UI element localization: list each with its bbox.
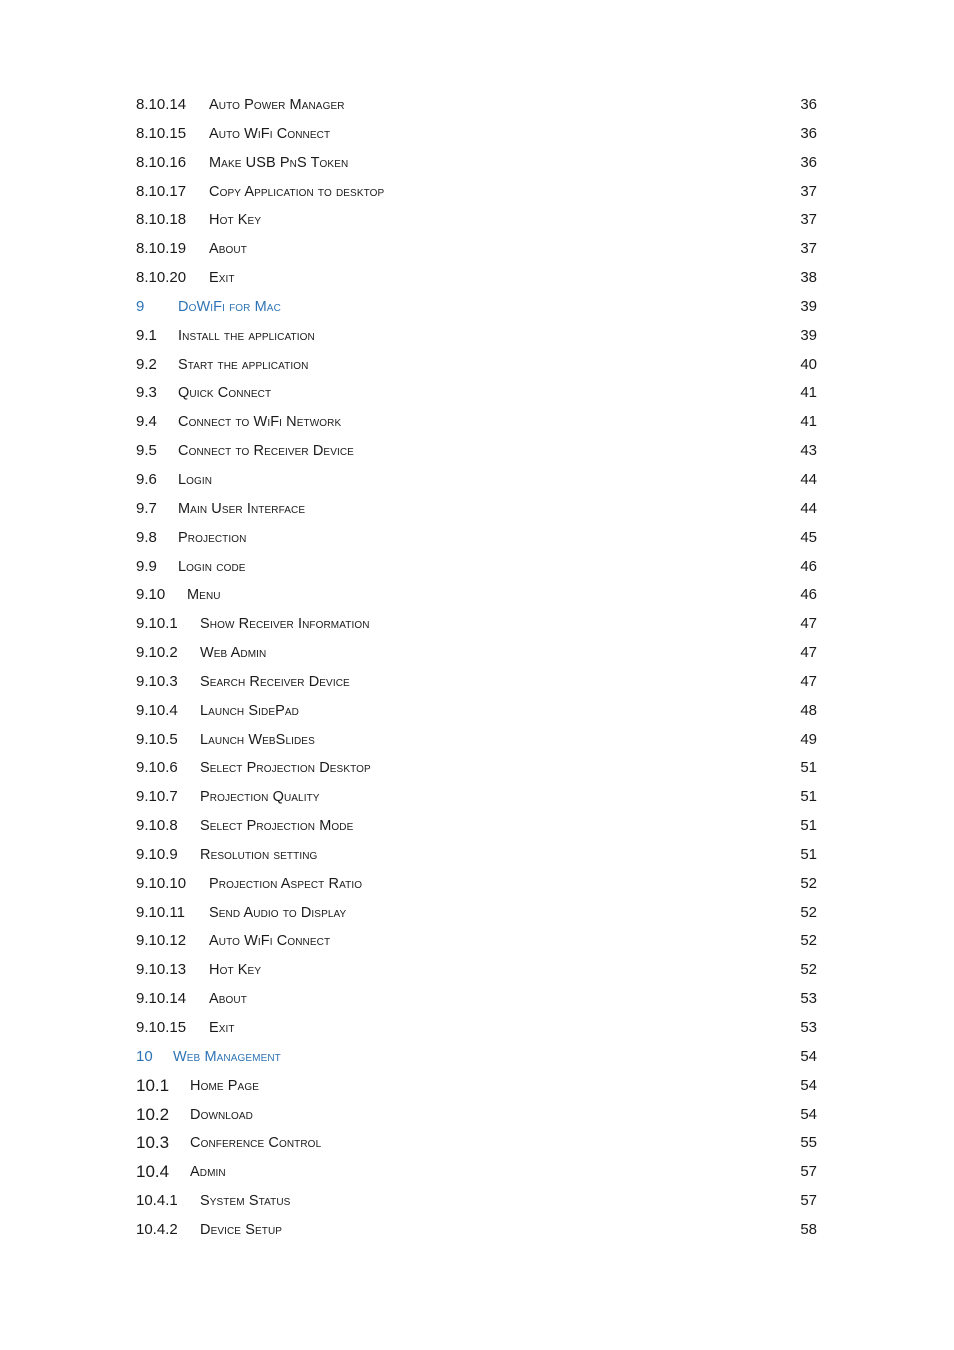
toc-entry-title[interactable]: Search Receiver Device (200, 673, 350, 690)
toc-entry-number: 10.2 (136, 1104, 170, 1124)
toc-entry-title[interactable]: Menu (187, 587, 221, 604)
toc-entry-title[interactable]: Connect to Receiver Device (178, 443, 354, 460)
toc-entry-number: 10.4.1 (136, 1192, 178, 1210)
toc-entry-number: 9.4 (136, 413, 157, 431)
toc-entry-number: 9.10.5 (136, 730, 178, 748)
toc-entry-title[interactable]: Main User Interface (178, 500, 306, 517)
toc-entry[interactable] (136, 149, 817, 178)
toc-entry-number: 9.10.3 (136, 672, 178, 690)
toc-entry[interactable] (136, 466, 817, 495)
toc-entry[interactable] (136, 1158, 817, 1187)
toc-entry-title[interactable]: Auto Power Manager (209, 97, 345, 113)
toc-entry-page: 37 (800, 182, 817, 200)
toc-entry[interactable] (136, 812, 817, 841)
toc-entry-page: 44 (800, 470, 817, 488)
toc-entry[interactable] (136, 120, 817, 149)
toc-entry-title[interactable]: Conference Control (190, 1135, 322, 1152)
toc-entry-title[interactable]: Download (190, 1106, 253, 1123)
toc-entry[interactable] (136, 235, 817, 264)
toc-entry[interactable] (136, 927, 817, 956)
toc-entry-number: 9.10.15 (136, 1019, 187, 1036)
toc-entry-title[interactable]: Install the application (178, 327, 315, 344)
toc-entry-page: 51 (800, 845, 817, 863)
toc-entry-number: 8.10.14 (136, 96, 187, 113)
toc-entry-number: 9.10.10 (136, 874, 187, 892)
toc-entry-number: 9.1 (136, 326, 157, 344)
toc-entry-page: 53 (800, 990, 817, 1008)
toc-entry-number: 9.3 (136, 384, 157, 402)
toc-entry-number: 9.2 (136, 355, 157, 373)
toc-entry[interactable] (136, 1129, 817, 1158)
toc-entry[interactable] (136, 639, 817, 668)
toc-entry[interactable] (136, 351, 817, 380)
toc-entry-title[interactable]: Start the application (178, 356, 309, 373)
toc-entry-page: 36 (800, 124, 817, 142)
toc-entry-number: 9.10.11 (136, 903, 185, 921)
toc-entry-title[interactable]: Web Management (173, 1048, 281, 1065)
toc-entry-title[interactable]: Hot Key (209, 212, 262, 229)
toc-entry-number: 8.10.15 (136, 124, 187, 142)
toc-entry-page: 52 (800, 932, 817, 950)
toc-entry-number: 9.8 (136, 528, 157, 546)
toc-entry-page: 44 (800, 499, 817, 517)
toc-entry-page: 38 (800, 269, 817, 287)
toc-entry-title[interactable]: Web Admin (200, 645, 267, 662)
toc-entry-title[interactable]: Exit (209, 270, 235, 287)
toc-entry-number: 9.6 (136, 470, 157, 488)
toc-entry-page: 40 (800, 355, 817, 373)
toc-entry-page: 52 (800, 903, 817, 921)
toc-entry-page: 53 (800, 1019, 817, 1036)
toc-entry-number: 9 (136, 297, 145, 315)
toc-entry-number: 10.3 (136, 1133, 170, 1153)
toc-entry-page: 45 (800, 528, 817, 546)
toc-entry-number: 8.10.16 (136, 153, 187, 171)
toc-entry[interactable] (136, 1187, 817, 1216)
toc-entry-page: 52 (800, 961, 817, 979)
toc-entry-number: 9.10.1 (136, 615, 178, 633)
toc-entry-page: 46 (800, 586, 817, 604)
toc-entry-title[interactable]: Resolution setting (200, 846, 318, 863)
toc-entry-page: 47 (800, 672, 817, 690)
toc-entry-page: 47 (800, 644, 817, 662)
toc-entry-number: 10.1 (136, 1075, 170, 1095)
toc-entry-title[interactable]: DoWiFi for Mac (178, 298, 281, 315)
toc-entry-number: 9.10.14 (136, 990, 187, 1008)
toc-entry[interactable] (136, 293, 817, 322)
toc-entry[interactable] (136, 956, 817, 985)
toc-entry-title[interactable]: Connect to WiFi Network (178, 414, 342, 431)
toc-entry-number: 8.10.20 (136, 269, 187, 287)
toc-entry[interactable] (136, 783, 817, 812)
toc-entry-title[interactable]: System Status (200, 1193, 291, 1210)
toc-entry[interactable] (136, 206, 817, 235)
toc-entry[interactable] (136, 408, 817, 437)
toc-entry-page: 55 (800, 1134, 817, 1152)
toc-entry[interactable] (136, 524, 817, 553)
toc-entry[interactable] (136, 581, 817, 610)
toc-entry-title[interactable]: Projection (178, 529, 247, 546)
toc-entry-title[interactable]: Launch WebSlides (200, 731, 315, 748)
toc-entry-page: 36 (800, 153, 817, 171)
toc-entry-title[interactable]: Hot Key (209, 962, 262, 979)
toc-entry-title[interactable]: Home Page (190, 1077, 259, 1094)
toc-entry-page: 54 (800, 1105, 817, 1123)
toc-entry-page: 39 (800, 326, 817, 344)
toc-entry-page: 54 (800, 1047, 817, 1065)
toc-entry[interactable] (136, 870, 817, 899)
toc-entry-page: 37 (800, 211, 817, 229)
toc-entry[interactable] (136, 1072, 817, 1101)
toc-entry-title[interactable]: Auto WiFi Connect (209, 933, 331, 950)
toc-entry-page: 58 (800, 1220, 817, 1238)
toc-entry-page: 52 (800, 874, 817, 892)
toc-entry[interactable] (136, 178, 817, 207)
toc-entry[interactable] (136, 754, 817, 783)
toc-entry-title[interactable]: Make USB PnS Token (209, 154, 349, 171)
toc-entry-page: 47 (800, 615, 817, 633)
table-of-contents (136, 91, 817, 1245)
toc-entry[interactable] (136, 726, 817, 755)
toc-entry-number: 9.10.13 (136, 961, 187, 979)
toc-entry-page: 57 (800, 1192, 817, 1210)
toc-entry-number: 9.10.4 (136, 701, 178, 719)
toc-entry-number: 9.7 (136, 499, 157, 517)
toc-entry-title[interactable]: Select Projection Desktop (200, 760, 371, 777)
toc-entry-number: 8.10.17 (136, 182, 187, 200)
toc-entry-page: 41 (800, 413, 817, 431)
toc-entry[interactable] (136, 322, 817, 351)
toc-entry-title[interactable]: Projection Aspect Ratio (209, 875, 363, 892)
toc-entry-title[interactable]: About (209, 991, 247, 1008)
toc-entry-number: 8.10.19 (136, 240, 187, 258)
toc-entry[interactable] (136, 841, 817, 870)
toc-entry-title[interactable]: Auto WiFi Connect (209, 125, 331, 142)
toc-entry-page: 51 (800, 788, 817, 806)
toc-entry-number: 10.4.2 (136, 1220, 178, 1238)
toc-entry-page: 57 (800, 1163, 817, 1181)
toc-entry[interactable] (136, 1216, 817, 1245)
toc-entry-page: 49 (800, 730, 817, 748)
toc-entry-number: 9.10.7 (136, 788, 178, 806)
toc-entry-number: 9.10.6 (136, 759, 178, 777)
toc-entry[interactable] (136, 985, 817, 1014)
toc-entry-title[interactable]: Login code (178, 558, 246, 575)
toc-entry-title[interactable]: Login (178, 471, 213, 488)
toc-entry-page: 48 (800, 701, 817, 719)
toc-entry[interactable] (136, 610, 817, 639)
toc-entry[interactable] (136, 264, 817, 293)
toc-entry-number: 10.4 (136, 1162, 170, 1182)
toc-entry-page: 41 (800, 384, 817, 402)
toc-entry-page: 43 (800, 442, 817, 460)
toc-entry-title[interactable]: Show Receiver Information (200, 616, 370, 633)
toc-entry[interactable] (136, 437, 817, 466)
toc-entry-title[interactable]: Copy Application to desktop (209, 183, 385, 200)
toc-entry[interactable] (136, 668, 817, 697)
toc-entry-number: 8.10.18 (136, 211, 187, 229)
toc-entry-number: 10 (136, 1047, 153, 1065)
toc-entry-page: 37 (800, 240, 817, 258)
toc-entry[interactable] (136, 899, 817, 928)
toc-entry-title[interactable]: Projection Quality (200, 789, 320, 806)
toc-entry-number: 9.10.12 (136, 932, 187, 950)
toc-entry-title[interactable]: Exit (209, 1020, 235, 1036)
toc-entry[interactable] (136, 91, 817, 120)
toc-entry-page: 36 (800, 96, 817, 113)
toc-entry-title[interactable]: Launch SidePad (200, 702, 299, 719)
toc-entry-title[interactable]: Send Audio to Display (209, 904, 347, 921)
toc-entry-title[interactable]: About (209, 241, 247, 258)
toc-entry[interactable] (136, 553, 817, 582)
toc-entry[interactable] (136, 1014, 817, 1043)
toc-entry-page: 51 (800, 759, 817, 777)
toc-entry[interactable] (136, 495, 817, 524)
toc-entry-number: 9.10 (136, 586, 166, 604)
toc-entry-number: 9.10.8 (136, 817, 178, 835)
toc-entry-page: 39 (800, 297, 817, 315)
toc-entry[interactable] (136, 1043, 817, 1072)
toc-entry-page: 51 (800, 817, 817, 835)
toc-entry[interactable] (136, 379, 817, 408)
toc-entry-number: 9.10.2 (136, 644, 178, 662)
toc-entry-title[interactable]: Admin (190, 1164, 226, 1181)
toc-entry-title[interactable]: Select Projection Mode (200, 818, 354, 835)
toc-entry-number: 9.10.9 (136, 845, 178, 863)
toc-entry-title[interactable]: Quick Connect (178, 385, 272, 402)
toc-entry-title[interactable]: Device Setup (200, 1221, 283, 1238)
toc-entry-number: 9.9 (136, 557, 157, 575)
toc-entry-page: 46 (800, 557, 817, 575)
toc-entry[interactable] (136, 1101, 817, 1130)
toc-entry[interactable] (136, 697, 817, 726)
toc-entry-number: 9.5 (136, 442, 157, 460)
toc-entry-page: 54 (800, 1076, 817, 1094)
